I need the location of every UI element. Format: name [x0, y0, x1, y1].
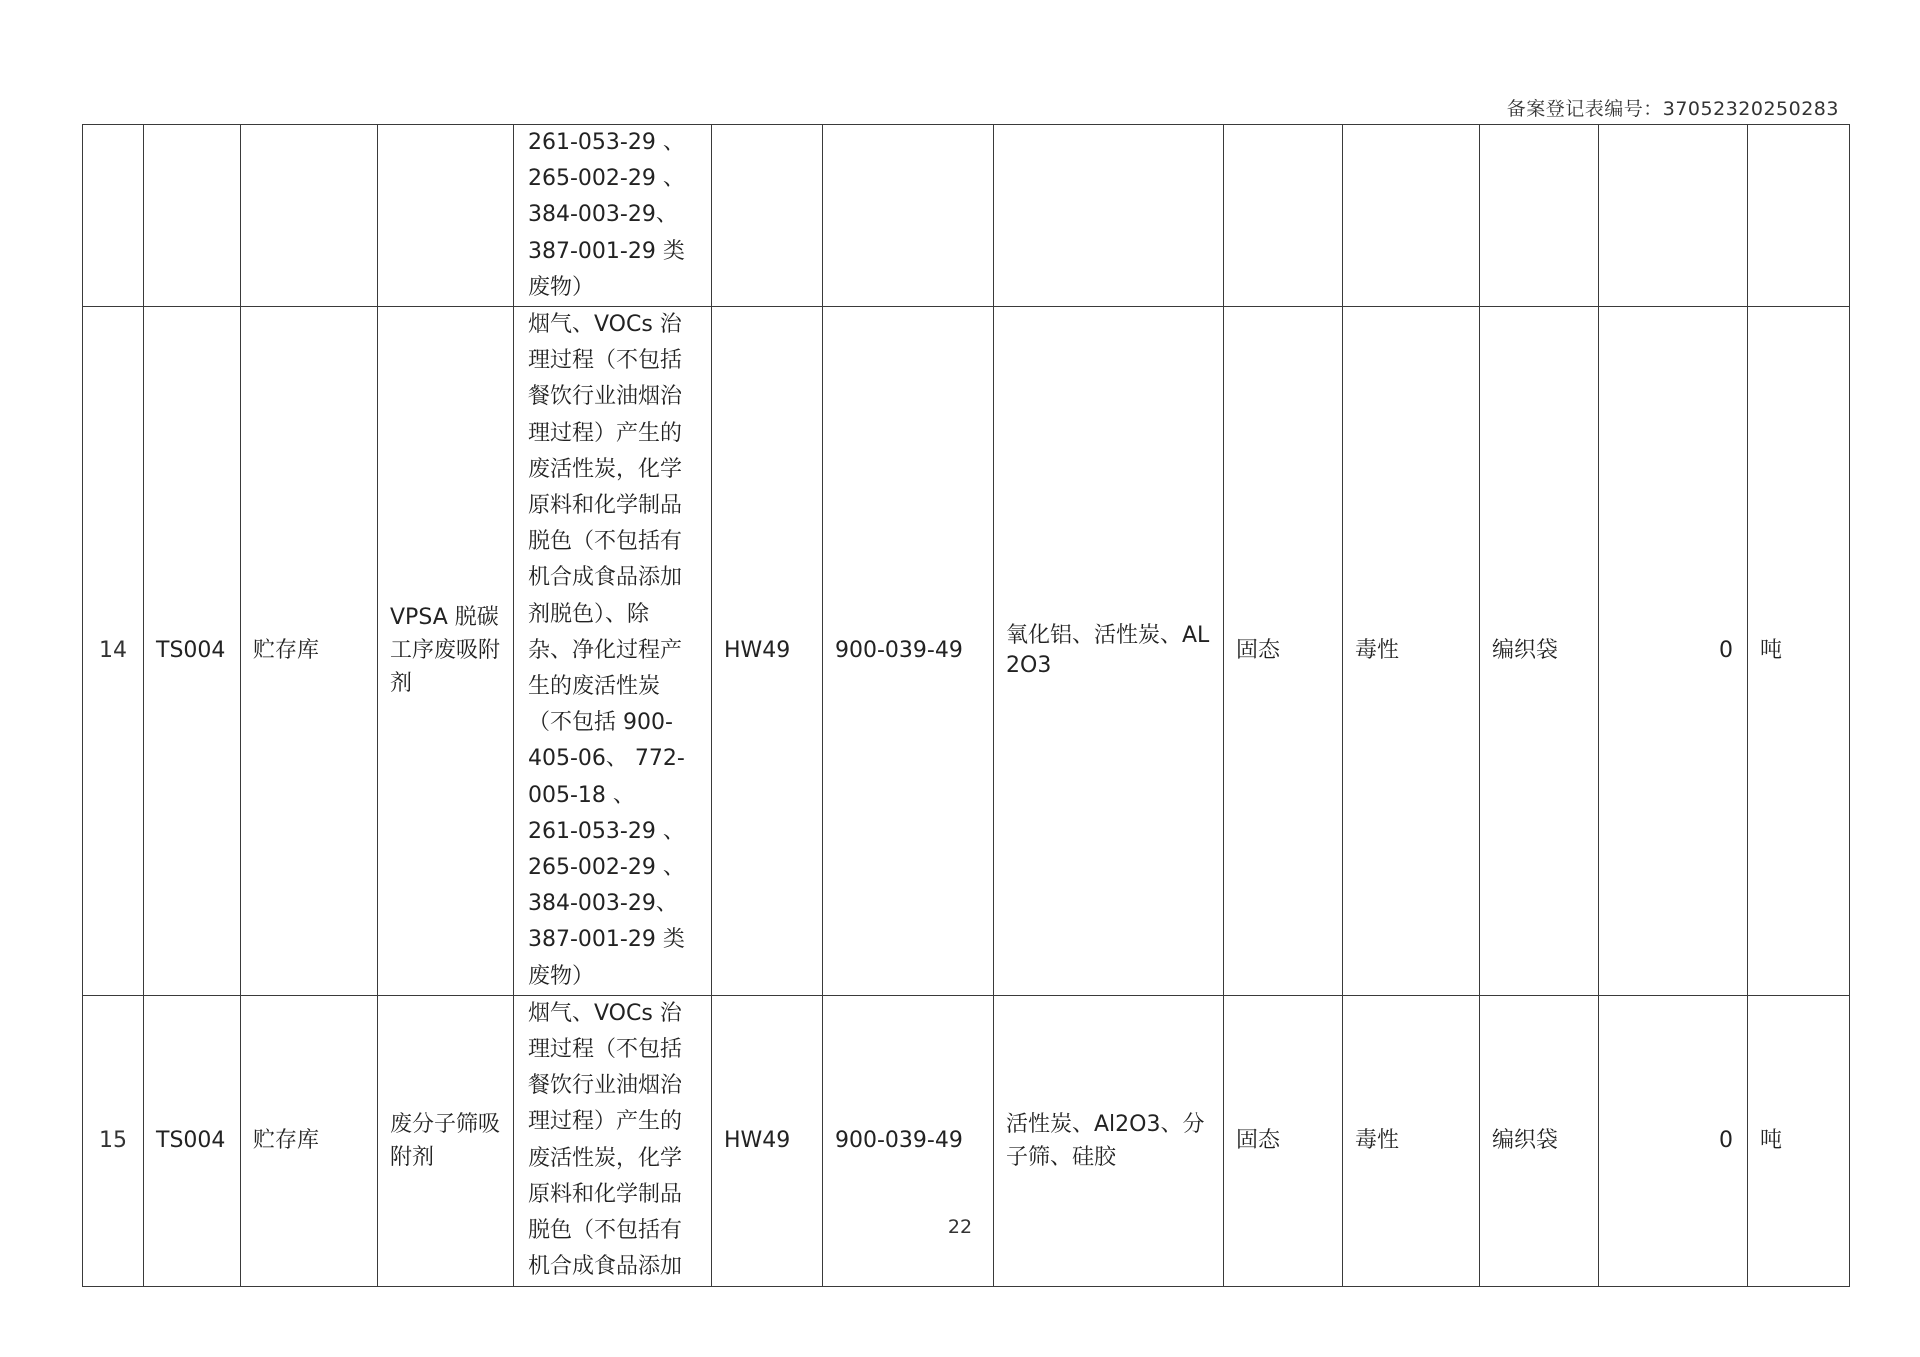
description-line: 餐饮行业油烟治 — [528, 384, 683, 410]
description-line: 废活性炭，化学 — [528, 1145, 683, 1171]
description-line: 脱色（不包括有 — [528, 529, 683, 555]
row-index: 15 — [83, 995, 144, 1286]
hazard-property: 毒性 — [1343, 995, 1480, 1286]
unit — [1748, 125, 1850, 307]
description-line: 生的废活性炭 — [528, 674, 661, 700]
hazardous-waste-table — [82, 124, 1850, 1287]
facility-type: 贮存库 — [241, 307, 378, 996]
description-line: 杂、净化过程产 — [528, 637, 683, 663]
waste-code: 900-039-49 — [823, 307, 994, 996]
waste-category: HW49 — [712, 307, 823, 996]
registration-number-line — [1507, 94, 1839, 121]
description-line: 机合成食品添加 — [528, 1254, 683, 1280]
packaging — [1480, 125, 1599, 307]
table-row — [83, 995, 1850, 1286]
packaging: 编织袋 — [1480, 995, 1599, 1286]
waste-category — [712, 125, 823, 307]
description-line: 005-18 、 — [528, 782, 635, 808]
description-line: 384-003-29、 — [528, 202, 678, 228]
description-line: 废活性炭，化学 — [528, 456, 683, 482]
physical-form: 固态 — [1224, 307, 1343, 996]
description-line: 废物） — [528, 274, 595, 300]
description-line: 烟气、VOCs 治 — [528, 1000, 682, 1026]
physical-form: 固态 — [1224, 995, 1343, 1286]
unit: 吨 — [1748, 995, 1850, 1286]
quantity: 0 — [1599, 307, 1748, 996]
description-line: 理过程（不包括 — [528, 348, 683, 374]
description-line: 脱色（不包括有 — [528, 1218, 683, 1244]
table-row — [83, 125, 1850, 307]
unit: 吨 — [1748, 307, 1850, 996]
waste-name — [378, 125, 514, 307]
hazard-property: 毒性 — [1343, 307, 1480, 996]
row-index: 14 — [83, 307, 144, 996]
description-line: 387-001-29 类 — [528, 238, 685, 264]
page-number: 22 — [947, 1216, 973, 1238]
description-line: 餐饮行业油烟治 — [528, 1073, 683, 1099]
row-index — [83, 125, 144, 307]
waste-description — [514, 307, 712, 996]
facility-type — [241, 125, 378, 307]
description-line: 405-06、 772- — [528, 746, 685, 772]
waste-name: VPSA 脱碳工序废吸附剂 — [378, 307, 514, 996]
facility-code: TS004 — [144, 307, 241, 996]
packaging: 编织袋 — [1480, 307, 1599, 996]
description-line: 理过程）产生的 — [528, 420, 683, 446]
description-line: 烟气、VOCs 治 — [528, 312, 682, 338]
waste-code — [823, 125, 994, 307]
waste-description — [514, 125, 712, 307]
waste-components — [994, 125, 1224, 307]
description-line: （不包括 900- — [528, 710, 673, 736]
description-line: 废物） — [528, 963, 595, 989]
facility-code: TS004 — [144, 995, 241, 1286]
waste-components: 活性炭、Al2O3、分子筛、硅胶 — [994, 995, 1224, 1286]
waste-description — [514, 995, 712, 1286]
description-line: 机合成食品添加 — [528, 565, 683, 591]
description-line: 原料和化学制品 — [528, 493, 683, 519]
facility-code — [144, 125, 241, 307]
description-line: 原料和化学制品 — [528, 1181, 683, 1207]
waste-name: 废分子筛吸附剂 — [378, 995, 514, 1286]
description-line: 261-053-29 、 — [528, 818, 685, 844]
description-line: 剂脱色）、除 — [528, 601, 650, 627]
waste-category: HW49 — [712, 995, 823, 1286]
description-line: 265-002-29 、 — [528, 855, 685, 881]
description-line: 261-053-29 、 — [528, 130, 685, 155]
table-row — [83, 307, 1850, 996]
quantity: 0 — [1599, 995, 1748, 1286]
description-line: 理过程）产生的 — [528, 1109, 683, 1135]
waste-components: 氧化铝、活性炭、AL2O3 — [994, 307, 1224, 996]
description-line: 265-002-29 、 — [528, 166, 685, 192]
quantity — [1599, 125, 1748, 307]
facility-type: 贮存库 — [241, 995, 378, 1286]
description-line: 理过程（不包括 — [528, 1037, 683, 1063]
description-line: 384-003-29、 — [528, 891, 678, 917]
description-line: 387-001-29 类 — [528, 927, 685, 953]
waste-code: 900-039-49 — [823, 995, 994, 1286]
physical-form — [1224, 125, 1343, 307]
registration-number: 37052320250283 — [1662, 98, 1839, 120]
registration-label: 备案登记表编号： — [1506, 98, 1663, 120]
hazard-property — [1343, 125, 1480, 307]
